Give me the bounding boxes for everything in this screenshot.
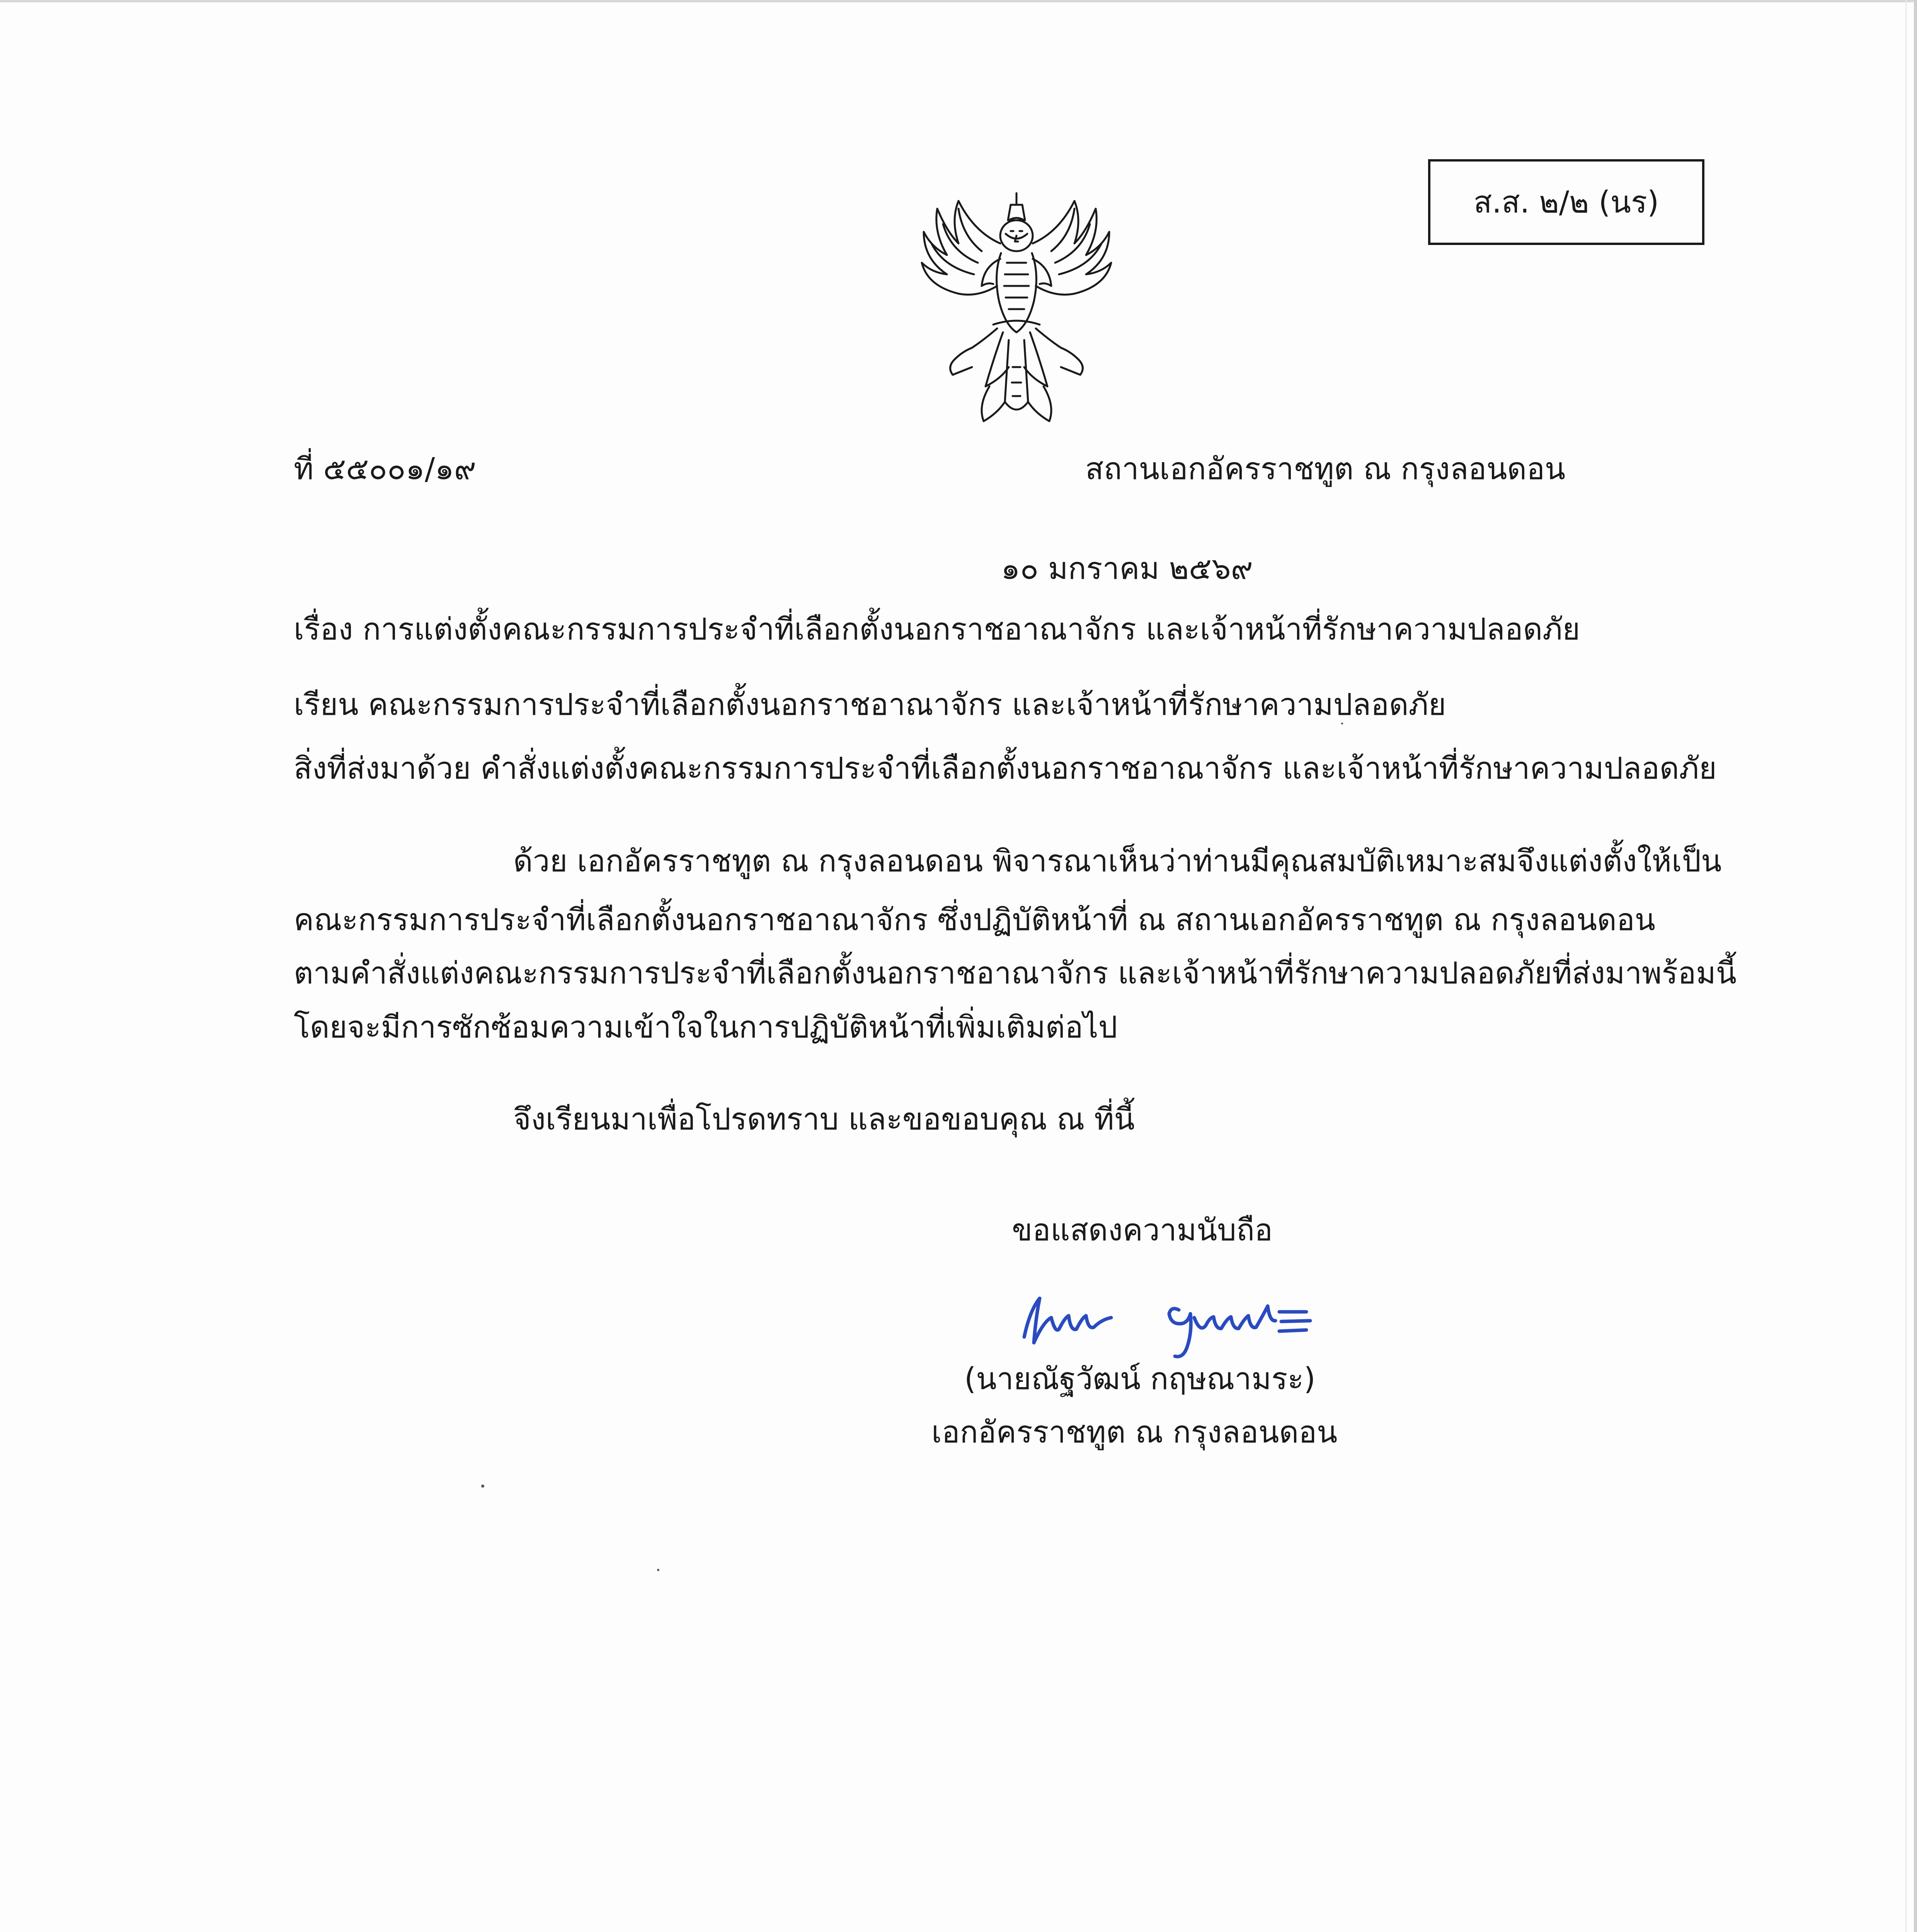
- recipient-line: เรียน คณะกรรมการประจำที่เลือกตั้งนอกราชอาณาจักร และเจ้าหน้าที่รักษาความปลอดภัย: [294, 687, 1446, 722]
- scan-speck: [657, 1569, 659, 1571]
- signatory-name: (นายณัฐวัฒน์ กฤษณามระ): [964, 1362, 1316, 1396]
- body-line: ด้วย เอกอัครราชทูต ณ กรุงลอนดอน พิจารณาเห็นว่าท่านมีคุณสมบัติเหมาะสมจึงแต่งตั้งให้เป็น: [513, 844, 1722, 879]
- signatory-position: เอกอัครราชทูต ณ กรุงลอนดอน: [931, 1415, 1338, 1450]
- scan-edge-top: [0, 0, 1917, 2]
- scan-edge-right: [1914, 0, 1917, 1932]
- body-line: โดยจะมีการซักซ้อมความเข้าใจในการปฏิบัติหน้าที่เพิ่มเติมต่อไป: [294, 1010, 1118, 1045]
- document-date: ๑๐ มกราคม ๒๕๖๙: [1001, 551, 1253, 586]
- reference-number: ที่ ๕๕๐๐๑/๑๙: [294, 452, 476, 486]
- handwritten-signature: [1013, 1275, 1353, 1368]
- issuing-office: สถานเอกอัครราชทูต ณ กรุงลอนดอน: [1085, 452, 1566, 486]
- scan-speck: [1341, 723, 1343, 724]
- body-line: ตามคำสั่งแต่งคณะกรรมการประจำที่เลือกตั้งนอกราชอาณาจักร และเจ้าหน้าที่รักษาความปลอดภัยที่ส่งมาพร้อมนี้: [294, 956, 1737, 991]
- enclosure-line: สิ่งที่ส่งมาด้วย คำสั่งแต่งตั้งคณะกรรมการประจำที่เลือกตั้งนอกราชอาณาจักร และเจ้าหน้าที่รักษาความปลอดภัย: [294, 751, 1717, 786]
- closing-paragraph: จึงเรียนมาเพื่อโปรดทราบ และขอขอบคุณ ณ ที่นี้: [513, 1102, 1135, 1137]
- subject-line: เรื่อง การแต่งตั้งคณะกรรมการประจำที่เลือกตั้งนอกราชอาณาจักร และเจ้าหน้าที่รักษาความปลอดภัย: [294, 612, 1580, 647]
- scan-speck: [481, 1485, 484, 1488]
- closing-salutation: ขอแสดงความนับถือ: [1012, 1213, 1273, 1248]
- document-code-box: [1428, 159, 1704, 245]
- body-line: คณะกรรมการประจำที่เลือกตั้งนอกราชอาณาจักร ซึ่งปฏิบัติหน้าที่ ณ สถานเอกอัครราชทูต ณ กรุงลอนดอน: [294, 903, 1655, 937]
- document-code: ส.ส. ๒/๒ (นร): [1473, 185, 1659, 220]
- scan-edge-shadow: [1905, 0, 1907, 1932]
- garuda-emblem: [901, 185, 1132, 433]
